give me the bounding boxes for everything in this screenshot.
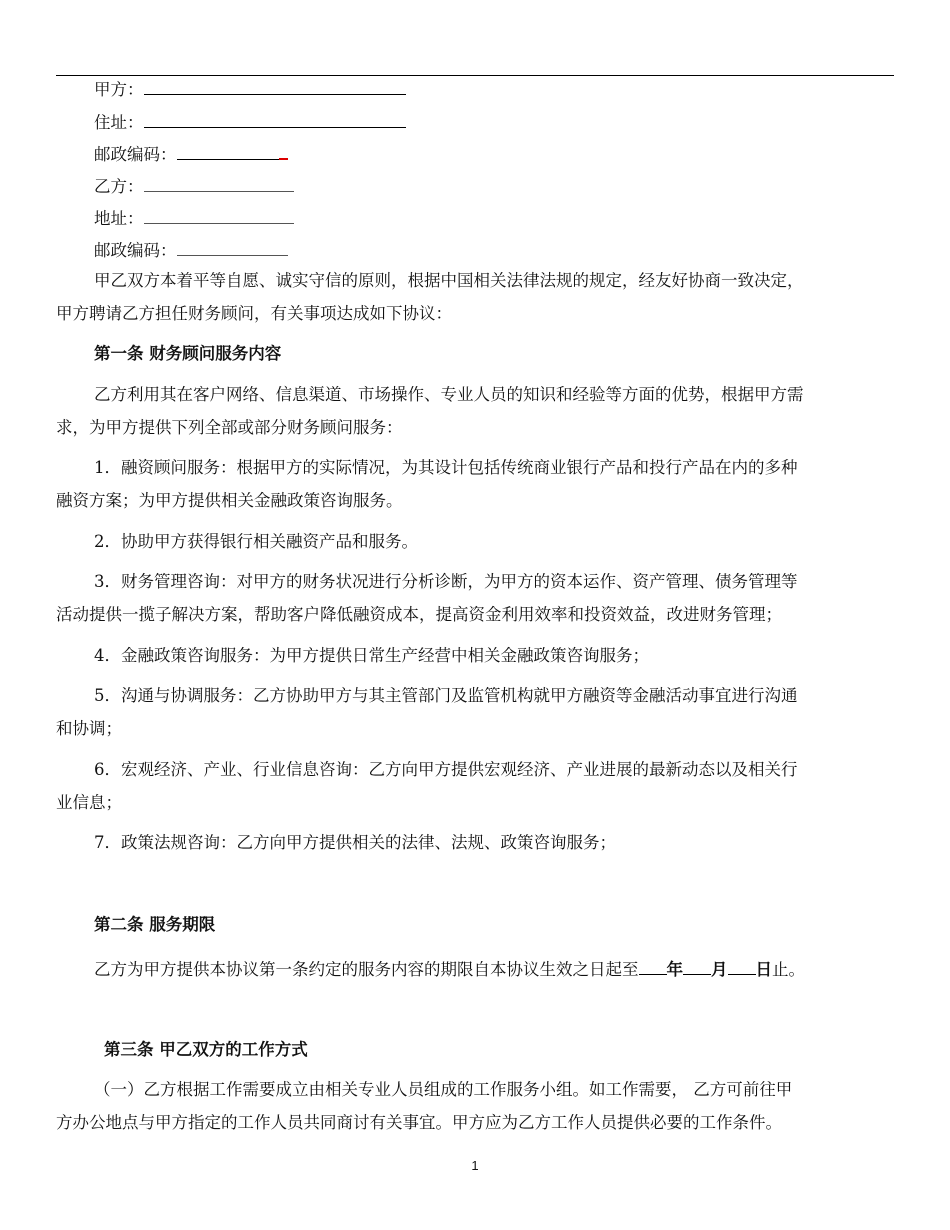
article-2-term-line xyxy=(94,958,805,981)
article-1-para-line-1: 乙方利用其在客户网络、信息渠道、市场操作、专业人员的知识和经验等方面的优势，根据甲方需 xyxy=(94,385,804,404)
postcode-b-field xyxy=(94,239,288,262)
day-blank[interactable] xyxy=(728,958,756,975)
article-1-item-1-line-1: 1．融资顾问服务：根据甲方的实际情况，为其设计包括传统商业银行产品和投行产品在内的多种 xyxy=(94,458,798,477)
article-1-item-6-line-2: 业信息； xyxy=(56,793,122,812)
page-number: 1 xyxy=(471,1158,479,1173)
article-1-item-7: 7．政策法规咨询：乙方向甲方提供相关的法律、法规、政策咨询服务； xyxy=(94,833,616,852)
article-1-item-3-line-2: 活动提供一揽子解决方案，帮助客户降低融资成本，提高资金利用效率和投资效益，改进财务管理； xyxy=(56,605,782,624)
article-3-heading: 第三条 甲乙双方的工作方式 xyxy=(104,1040,308,1059)
month-label: 月 xyxy=(711,960,728,979)
article-1-item-5-line-2: 和协调； xyxy=(56,719,122,738)
intro-line-1: 甲乙双方本着平等自愿、诚实守信的原则，根据中国相关法律法规的规定，经友好协商一致决定， xyxy=(94,271,804,290)
article-2-heading: 第二条 服务期限 xyxy=(94,915,216,934)
address-a-field xyxy=(94,111,406,134)
article-1-item-1-line-2: 融资方案；为甲方提供相关金融政策咨询服务。 xyxy=(56,491,403,510)
article-1-item-6-line-1: 6．宏观经济、产业、行业信息咨询：乙方向甲方提供宏观经济、产业进展的最新动态以及相关行 xyxy=(94,760,798,779)
article-3-para-line-2: 方办公地点与甲方指定的工作人员共同商讨有关事宜。甲方应为乙方工作人员提供必要的工作条件。 xyxy=(56,1113,782,1132)
postcode-a-field xyxy=(94,143,288,166)
party-b-label: 乙方： xyxy=(94,177,144,196)
article-1-item-5-line-1: 5．沟通与协调服务：乙方协助甲方与其主管部门及监管机构就甲方融资等金融活动事宜进行沟通 xyxy=(94,686,798,705)
header-rule xyxy=(56,75,894,76)
address-b-label: 地址： xyxy=(94,209,144,228)
address-a-blank[interactable] xyxy=(144,111,406,128)
address-a-label: 住址： xyxy=(94,113,144,132)
party-a-label: 甲方： xyxy=(94,80,144,99)
month-blank[interactable] xyxy=(683,958,711,975)
postcode-a-blank[interactable] xyxy=(177,143,279,160)
intro-line-2: 甲方聘请乙方担任财务顾问，有关事项达成如下协议： xyxy=(56,304,452,323)
article-1-item-3-line-1: 3．财务管理咨询：对甲方的财务状况进行分析诊断，为甲方的资本运作、资产管理、债务管理等 xyxy=(94,572,798,591)
article-2-text-after: 止。 xyxy=(772,960,805,979)
address-b-field xyxy=(94,207,294,230)
article-2-text-before: 乙方为甲方提供本协议第一条约定的服务内容的期限自本协议生效之日起至 xyxy=(94,960,639,979)
day-label: 日 xyxy=(755,960,772,979)
postcode-b-blank[interactable] xyxy=(177,239,288,256)
article-1-heading: 第一条 财务顾问服务内容 xyxy=(94,344,282,363)
address-b-blank[interactable] xyxy=(144,207,294,224)
year-label: 年 xyxy=(666,960,683,979)
article-1-para-line-2: 求，为甲方提供下列全部或部分财务顾问服务： xyxy=(56,418,403,437)
article-1-item-4: 4．金融政策咨询服务：为甲方提供日常生产经营中相关金融政策咨询服务； xyxy=(94,646,649,665)
spellcheck-mark xyxy=(279,158,288,160)
year-blank[interactable] xyxy=(639,958,667,975)
party-a-field xyxy=(94,78,406,101)
party-a-blank[interactable] xyxy=(144,78,406,95)
party-b-field xyxy=(94,175,294,198)
article-1-item-2: 2．协助甲方获得银行相关融资产品和服务。 xyxy=(94,532,418,551)
postcode-b-label: 邮政编码： xyxy=(94,241,177,260)
article-3-para-line-1: （一）乙方根据工作需要成立由相关专业人员组成的工作服务小组。如工作需要， 乙方可前往甲 xyxy=(94,1080,793,1099)
postcode-a-label: 邮政编码： xyxy=(94,145,177,164)
party-b-blank[interactable] xyxy=(144,175,294,192)
